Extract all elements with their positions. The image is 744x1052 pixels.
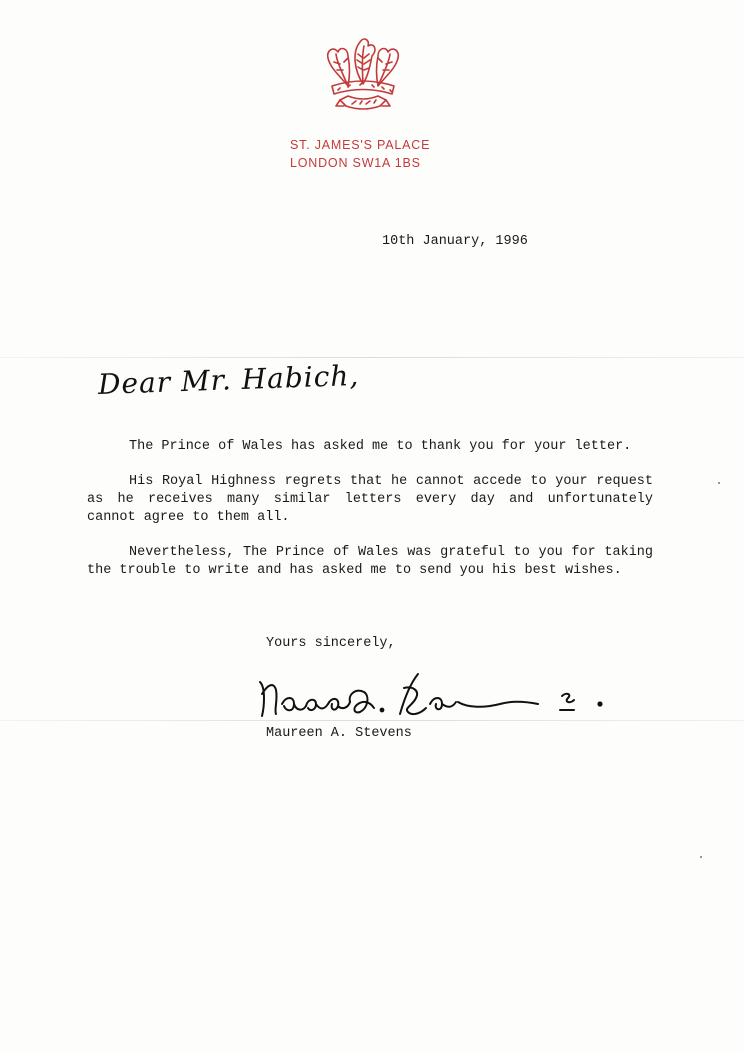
closing-line: Yours sincerely, <box>266 636 396 651</box>
address-line-2: LONDON SW1A 1BS <box>290 156 421 170</box>
prince-of-wales-feathers-crest-icon <box>318 28 408 118</box>
address-line-1: ST. JAMES'S PALACE <box>290 138 431 152</box>
paper-speck <box>700 856 702 858</box>
body-paragraph-1: The Prince of Wales has asked me to thank you for your letter. <box>129 439 632 454</box>
letter-date: 10th January, 1996 <box>382 234 528 249</box>
handwritten-signature <box>252 664 622 724</box>
handwritten-salutation: Dear Mr. Habich, <box>97 358 360 401</box>
fold-line-upper <box>0 357 744 358</box>
palace-address <box>290 136 430 172</box>
body-paragraph-2: His Royal Highness regrets that he cannot accede to your request as he receives many similar letters every day and unfortunately cannot agree to them all. <box>87 474 653 525</box>
signer-name: Maureen A. Stevens <box>266 726 412 741</box>
paper-speck <box>718 482 720 484</box>
letter-body <box>87 438 653 597</box>
body-paragraph-3: Nevertheless, The Prince of Wales was grateful to you for taking the trouble to write and has asked me to send you his best wishes. <box>87 545 653 578</box>
